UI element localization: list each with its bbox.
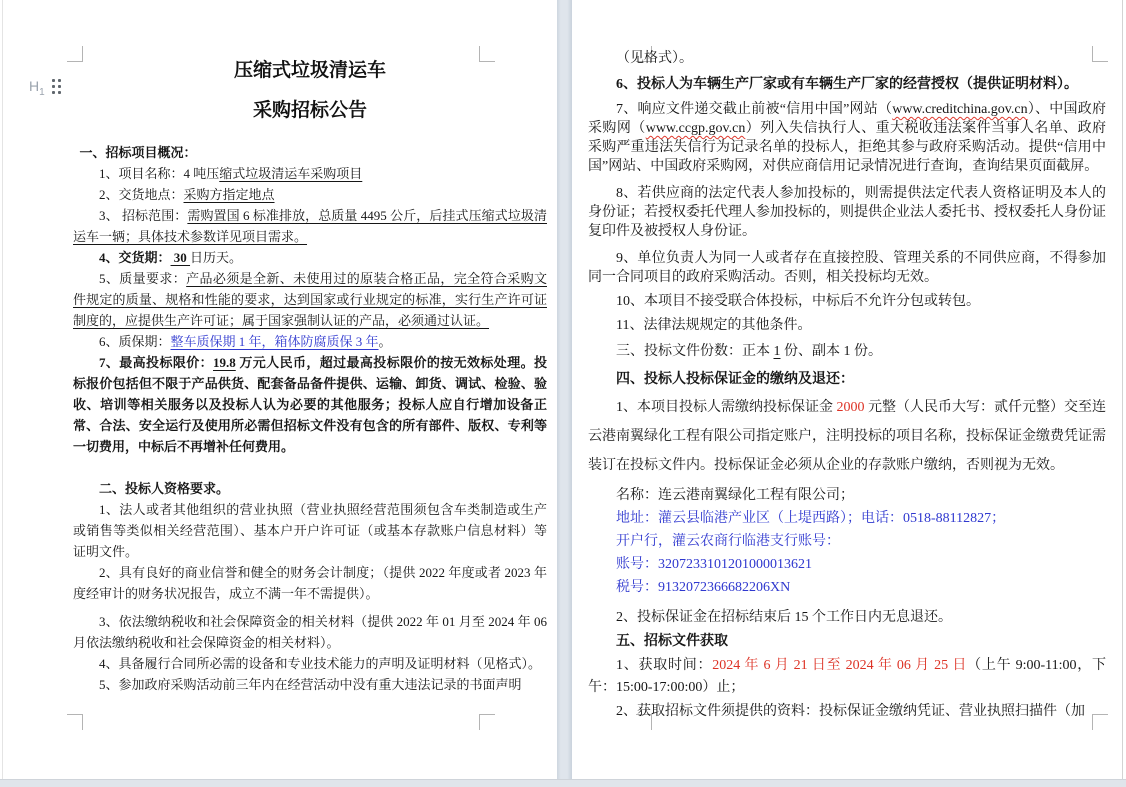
text-run: （上午 9:00-11:00，下午：15:00-17:00:00）止；: [588, 658, 1107, 695]
text-run: 4、: [99, 250, 119, 265]
text-run: 7、响应文件递交截止前被“信用中国”网站（: [616, 102, 893, 117]
paragraph[interactable]: [73, 247, 547, 268]
paragraph[interactable]: [588, 369, 1106, 391]
text-run: 元整（人民币大写：贰仟元整）交至连云港南翼绿化工程有限公司指定账户，注明投标的项目名称，投标保证金缴费凭证需装订在投标文件内。投标保证金必须从企业的存款账户缴纳，否则视为无效。: [588, 400, 1106, 473]
text-run: ）、中国政府采购网（: [588, 102, 1106, 136]
paragraph[interactable]: [73, 205, 547, 247]
text-run: 名称：连云港南翼绿化工程有限公司；: [616, 488, 854, 503]
text-run: 一、招标项目概况：: [79, 145, 197, 160]
text-run: 30: [170, 250, 191, 265]
text-run: 2000: [836, 400, 865, 415]
text-run: （见格式）。: [616, 51, 693, 66]
page-2-content: [588, 48, 1106, 723]
text-run: 开户行，灌云农商行临港支行账号：: [616, 534, 840, 549]
page-2: [572, 0, 1122, 779]
text-run: 5、参加政府采购活动前三年内在经营活动中没有重大违法记录的书面声明: [99, 677, 522, 692]
paragraph[interactable]: [588, 607, 1106, 629]
paragraph[interactable]: [588, 655, 1106, 699]
page-1-content: [73, 142, 547, 695]
paragraph[interactable]: [588, 100, 1106, 176]
text-run: 。: [378, 334, 392, 349]
paragraph[interactable]: [588, 184, 1106, 241]
text-run: 三、投标文件份数：正本: [616, 344, 774, 359]
text-run: 产品必须是全新、未使用过的原装合格正品，完全符合采购文件规定的质量、规格和性能的要求，达到国家或行业规定的标准，实行生产许可证制度的，应提供生产许可证；属于国家强制认证的产品，必须通过认证。: [73, 271, 547, 328]
paragraph[interactable]: [73, 142, 547, 163]
text-run: 日历天。: [190, 250, 243, 265]
text-run: 2、获取招标文件须提供的资料：投标保证金缴纳凭证、营业执照扫描件（加: [616, 704, 1085, 719]
text-run: 19.8: [213, 355, 236, 370]
paragraph[interactable]: [588, 291, 1106, 313]
text-run: 2、交货地点：: [99, 187, 184, 202]
paragraph[interactable]: [73, 331, 547, 352]
document-title-line1[interactable]: 压缩式垃圾清运车: [233, 60, 386, 81]
text-run: 3、 招标范围：: [99, 208, 188, 223]
paragraph[interactable]: [73, 562, 547, 604]
paragraph[interactable]: [588, 249, 1106, 287]
text-run: 2024 年 6 月 21 日至 2024 年 06 月 25 日: [712, 658, 968, 673]
text-run: 1、获取时间：: [616, 658, 713, 673]
paragraph[interactable]: [588, 553, 1106, 576]
text-run: 采购方指定地点: [183, 187, 275, 202]
paragraph[interactable]: [73, 499, 547, 562]
paragraph[interactable]: [73, 184, 547, 205]
paragraph[interactable]: [588, 484, 1106, 507]
paragraph[interactable]: [588, 576, 1106, 599]
text-run: 整车质保期 1 年，箱体防腐质保 3 年: [170, 334, 379, 349]
text-run: 缩式垃圾清运车采购项目: [219, 166, 363, 181]
page-1: [2, 0, 557, 779]
text-run: 1、本项目投标人需缴纳投标保证金: [616, 400, 837, 415]
page-gap: [556, 0, 572, 779]
text-run: 10、本项目不接受联合体投标，中标后不允许分包或转包。: [616, 294, 980, 309]
text-run: 需购置国 6 标准排放，总质量 4495 公斤，后挂式压缩式垃圾清运车一辆；具体技术参数详见项目需求。: [73, 208, 547, 244]
text-run: 5、质量要求：: [99, 271, 187, 286]
paragraph[interactable]: [73, 478, 547, 499]
margin-mark-bottom-right: [479, 714, 495, 730]
text-run: 6、投标人为车辆生产厂家或有车辆生产厂家的经营授权（提供证明材料）。: [616, 77, 1078, 92]
heading-level-badge: $H_1$: [29, 78, 45, 98]
margin-mark-bottom-left: [67, 714, 83, 730]
text-run: 税号：9132072366682206XN: [616, 580, 791, 595]
text-run: 五、招标文件获取: [616, 634, 728, 649]
text-run: 四、投标人投标保证金的缴纳及退还：: [616, 372, 854, 387]
text-run: 二、投标人资格要求。: [99, 481, 230, 496]
paragraph[interactable]: [588, 315, 1106, 337]
paragraph[interactable]: [73, 611, 547, 653]
text-run: 账号：3207233101201000013621: [616, 557, 812, 572]
page-1-body: [3, 0, 557, 695]
text-run: 11、法律法规规定的其他条件。: [616, 318, 812, 333]
paragraph[interactable]: [588, 393, 1106, 480]
text-run: 1: [773, 344, 781, 359]
paragraph[interactable]: [588, 631, 1106, 653]
text-run: www.creditchina.gov.cn: [892, 102, 1028, 117]
paragraph[interactable]: [73, 674, 547, 695]
canvas-right-edge: [1122, 0, 1126, 779]
text-run: 份、副本 1 份。: [780, 344, 882, 359]
paragraph[interactable]: [588, 341, 1106, 363]
text-run: 2、投标保证金在招标结束后 15 个工作日内无息退还。: [616, 610, 952, 625]
text-run: 2、具有良好的商业信誉和健全的财务会计制度；（提供 2022 年度或者 2023 年度经审计的财务状况报告，成立不满一年不需提供）。: [73, 565, 547, 601]
paragraph[interactable]: [588, 48, 1106, 70]
text-run: www.ccgp.gov.cn: [645, 121, 746, 136]
text-run: 9、单位负责人为同一人或者存在直接控股、管理关系的不同供应商，不得参加同一合同项目的政府采购活动。否则，相关投标均无效。: [588, 251, 1106, 285]
text-run: 8、若供应商的法定代表人参加投标的，则需提供法定代表人资格证明及本人的身份证；若授权委托代理人参加投标的，则提供企业法人委托书、授权委托人身份证复印件及被授权人身份证。: [588, 186, 1106, 239]
paragraph[interactable]: [73, 653, 547, 674]
text-run: ）列入失信执行人、重大税收违法案件当事人名单、政府采购严重违法失信行为记录名单的投标人，拒绝其参与政府采购活动。提供“信用中国”网站、中国政府采购网，对供应商信用记录情况进行查询，查询结果页面截屏。: [588, 121, 1106, 174]
text-run: 7、最高投标限价：: [99, 355, 214, 370]
paragraph[interactable]: [588, 507, 1106, 530]
text-run: 1、法人或者其他组织的营业执照（营业执照经营范围须包含车类制造或生产或销售等类似相关经营范围）、基本户开户许可证（或基本存款账户信息材料）等证明文件。: [73, 502, 547, 559]
paragraph[interactable]: [73, 268, 547, 331]
page-2-body: [572, 0, 1122, 723]
text-run: 3、依法缴纳税收和社会保障资金的相关材料（提供 2022 年 01 月至 2024 年 06 月依法缴纳税收和社会保障资金的相关材料）。: [73, 614, 547, 650]
document-title-line2[interactable]: 采购招标公告: [252, 100, 367, 121]
paragraph[interactable]: [73, 352, 547, 457]
text-run: 万元人民币，超过最高投标限价的按无效标处理。投标报价包括但不限于产品供货、配套备品备件提供、运输、卸货、调试、检验、验收、培训等相关服务以及投标人认为必要的其他服务；投标人应自行增加设备正常、合法、安全运行及使用所必需但招标文件没有包含的所有部件、版权、专利等一切费用，中标后不再增补任何费用。: [73, 355, 547, 454]
paragraph[interactable]: [588, 530, 1106, 553]
text-run: 地址：灌云县临港产业区（上堤西路）；电话：0518-88112827；: [616, 511, 1006, 526]
text-run: 1、项目名称：4 吨压: [99, 166, 220, 181]
paragraph[interactable]: [588, 74, 1106, 96]
paragraph[interactable]: [73, 163, 547, 184]
text-run: 6、质保期：: [99, 334, 171, 349]
text-run: 交货期：: [118, 250, 171, 265]
text-run: 4、具备履行合同所必需的设备和专业技术能力的声明及证明材料（见格式）。: [99, 656, 542, 671]
paragraph[interactable]: [588, 701, 1106, 723]
